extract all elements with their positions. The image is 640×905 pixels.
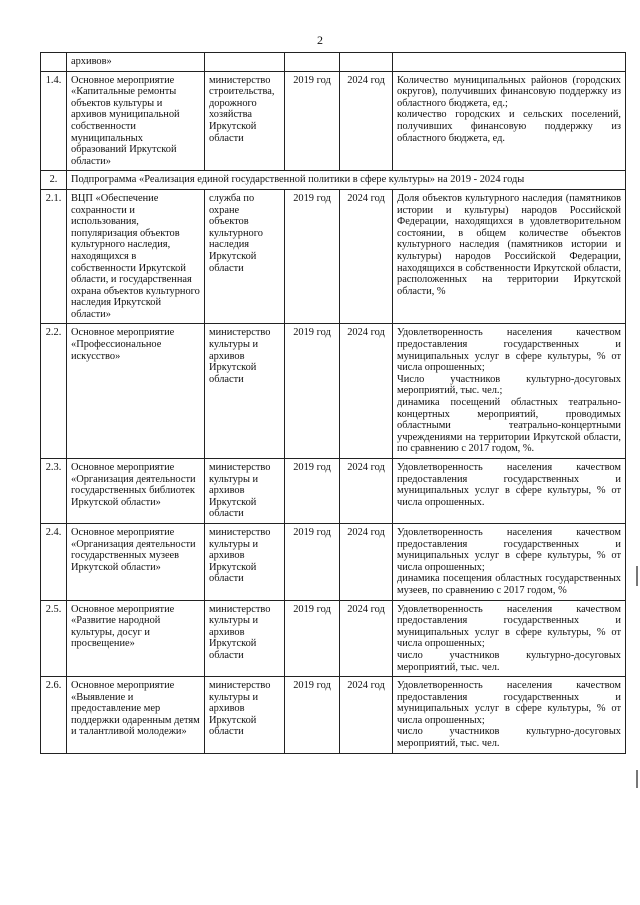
end-year	[340, 53, 393, 72]
indicator-item: Удовлетворенность населения качеством предоставления государственных и муниципальных услуг в сфере культуры, % от числа опрошенных;	[397, 327, 621, 374]
program-table	[40, 52, 626, 754]
end-year: 2024 год	[340, 71, 393, 171]
responsible-org: министерство культуры и архивов Иркутской области	[205, 600, 285, 677]
indicators	[393, 677, 626, 754]
indicator-item: Удовлетворенность населения качеством предоставления государственных и муниципальных услуг в сфере культуры, % от числа опрошенных;	[397, 526, 621, 573]
activity-name: Основное мероприятие «Развитие народной культуры, досуг и просвещение»	[67, 600, 205, 677]
end-year: 2024 год	[340, 677, 393, 754]
indicator-item: Удовлетворенность населения качеством предоставления государственных и муниципальных услуг в сфере культуры, % от числа опрошенных;	[397, 603, 621, 650]
start-year: 2019 год	[285, 71, 340, 171]
activity-name: Основное мероприятие «Организация деятельности государственных музеев Иркутской области»	[67, 523, 205, 600]
indicator-item: Число участников культурно-досуговых мероприятий, тыс. чел.;	[397, 373, 621, 397]
table-row	[41, 71, 626, 171]
indicator-item: динамика посещения областных государственных музеев, по сравнению с 2017 годом, %	[397, 573, 621, 596]
row-number: 2.2.	[41, 324, 67, 459]
subprogram-title: Подпрограмма «Реализация единой государственной политики в сфере культуры» на 2019 - 2024 годы	[67, 171, 626, 190]
indicator-item: Удовлетворенность населения качеством предоставления государственных и муниципальных услуг в сфере культуры, % от числа опрошенных.	[397, 462, 621, 508]
start-year: 2019 год	[285, 459, 340, 524]
indicator-item: число участников культурно-досуговых мероприятий, тыс. чел.	[397, 649, 621, 673]
row-number: 1.4.	[41, 71, 67, 171]
activity-name: ВЦП «Обеспечение сохранности и использования, популяризация объектов культурного наследия, находящихся в собственности Иркутской области, и государственная охрана объектов культурного наследия Иркутской области»	[67, 189, 205, 324]
program-table-body	[41, 53, 626, 754]
indicators	[393, 459, 626, 524]
indicator-item: Удовлетворенность населения качеством предоставления государственных и муниципальных услуг в сфере культуры, % от числа опрошенных;	[397, 680, 621, 726]
table-row	[41, 523, 626, 600]
activity-name: Основное мероприятие «Капитальные ремонты объектов культуры и архивов муниципальной собственности муниципальных образований Иркутской области»	[67, 71, 205, 171]
table-row	[41, 324, 626, 459]
responsible-org: министерство культуры и архивов Иркутской области	[205, 677, 285, 754]
responsible-org	[205, 53, 285, 72]
indicators	[393, 523, 626, 600]
indicator-item: динамика посещений областных театрально-концертных мероприятий, проводимых областными театрально-концертными учреждениями на территории Иркутской области, по сравнению с 2017 годом, %.	[397, 397, 621, 455]
table-row	[41, 600, 626, 677]
responsible-org: министерство культуры и архивов Иркутской области	[205, 324, 285, 459]
table-row	[41, 459, 626, 524]
start-year: 2019 год	[285, 677, 340, 754]
activity-name: Основное мероприятие «Организация деятельности государственных библиотек Иркутской области»	[67, 459, 205, 524]
indicator-item: Количество муниципальных районов (городских округов), получивших финансовую поддержку из областного бюджета, ед.;	[397, 74, 621, 109]
indicator-item: количество городских и сельских поселений, получивших финансовую поддержку из областного бюджета, ед.	[397, 109, 621, 144]
responsible-org: министерство культуры и архивов Иркутской области	[205, 459, 285, 524]
table-row	[41, 189, 626, 324]
scan-margin-mark	[636, 770, 638, 788]
end-year: 2024 год	[340, 600, 393, 677]
page-number: 2	[317, 33, 323, 47]
indicators	[393, 53, 626, 72]
indicators	[393, 189, 626, 324]
table-row	[41, 53, 626, 72]
start-year: 2019 год	[285, 189, 340, 324]
end-year: 2024 год	[340, 189, 393, 324]
end-year: 2024 год	[340, 324, 393, 459]
responsible-org: министерство культуры и архивов Иркутской области	[205, 523, 285, 600]
start-year: 2019 год	[285, 523, 340, 600]
end-year: 2024 год	[340, 459, 393, 524]
row-number: 2.4.	[41, 523, 67, 600]
activity-name: архивов»	[67, 53, 205, 72]
start-year	[285, 53, 340, 72]
table-row	[41, 677, 626, 754]
activity-name: Основное мероприятие «Профессиональное искусство»	[67, 324, 205, 459]
indicator-item: Доля объектов культурного наследия (памятников истории и культуры) народов Российской Федерации, находящихся в удовлетворительном состоянии, в общем количестве объектов культурного наследия (памятников истории и культуры) народов Российской Федерации, находящихся в собственности Иркутской области, расположенных на территории Иркутской области, %	[397, 192, 621, 297]
end-year: 2024 год	[340, 523, 393, 600]
indicators	[393, 71, 626, 171]
row-number: 2.6.	[41, 677, 67, 754]
row-number: 2.5.	[41, 600, 67, 677]
start-year: 2019 год	[285, 324, 340, 459]
responsible-org: служба по охране объектов культурного наследия Иркутской области	[205, 189, 285, 324]
subprogram-row	[41, 171, 626, 190]
activity-name: Основное мероприятие «Выявление и предоставление мер поддержки одаренным детям и талантливой молодежи»	[67, 677, 205, 754]
indicators	[393, 600, 626, 677]
row-number: 2.1.	[41, 189, 67, 324]
indicators	[393, 324, 626, 459]
scan-margin-mark	[636, 566, 638, 586]
row-number: 2.3.	[41, 459, 67, 524]
responsible-org: министерство строительства, дорожного хозяйства Иркутской области	[205, 71, 285, 171]
subprogram-number: 2.	[41, 171, 67, 190]
row-number	[41, 53, 67, 72]
start-year: 2019 год	[285, 600, 340, 677]
indicator-item: число участников культурно-досуговых мероприятий, тыс. чел.	[397, 726, 621, 750]
